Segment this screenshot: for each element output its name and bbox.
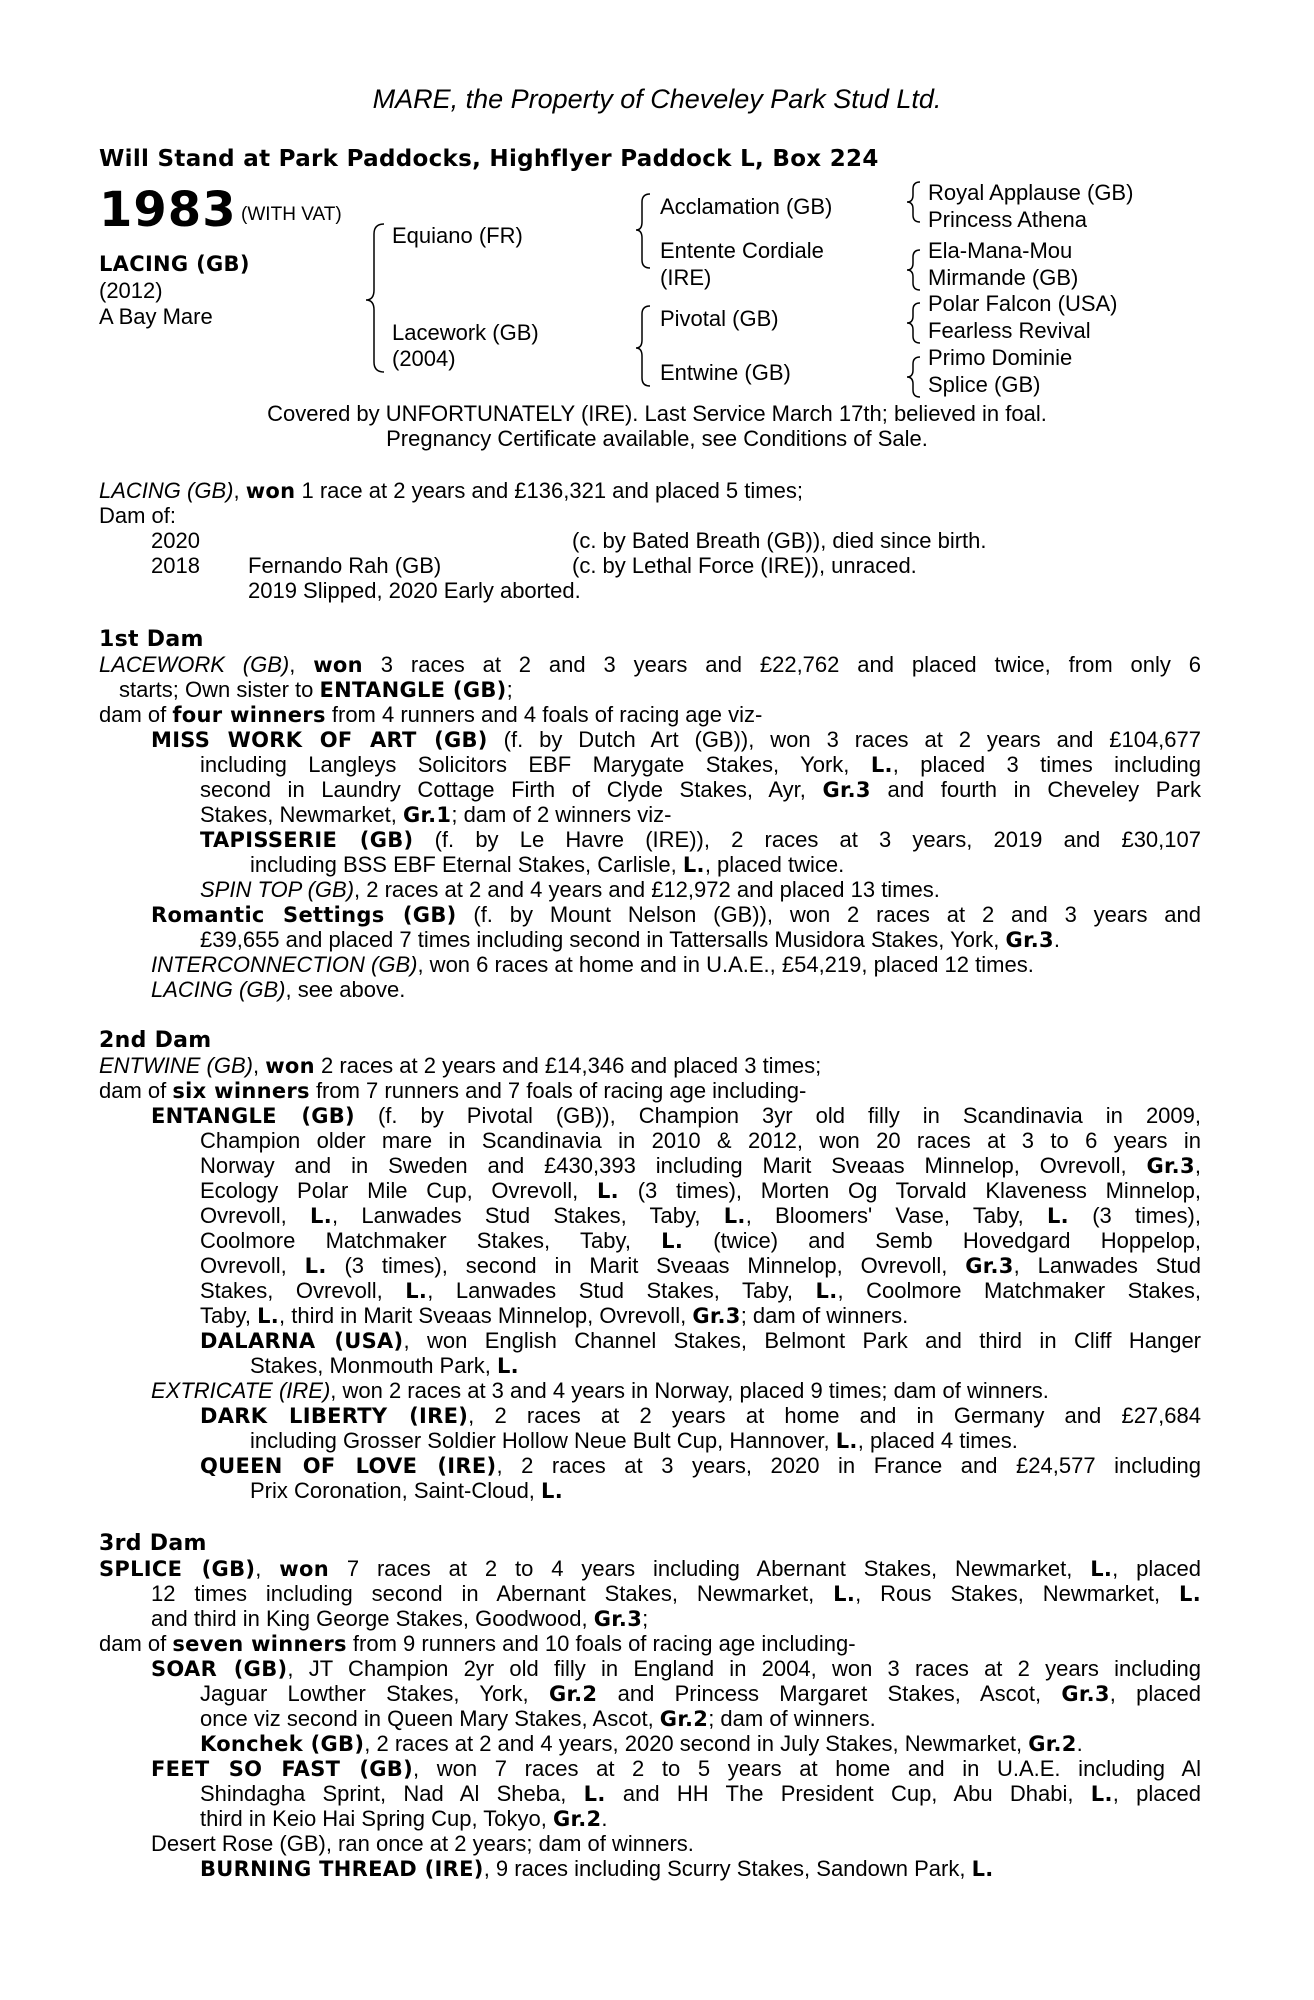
second-dam-line bbox=[250, 1353, 519, 1379]
text: , bbox=[253, 1053, 266, 1078]
pedigree-dam-sire: Pivotal (GB) bbox=[660, 306, 779, 331]
text: , bbox=[289, 652, 314, 677]
first-dam-line bbox=[99, 652, 1201, 678]
text: ; dam of winners. bbox=[740, 1303, 909, 1328]
race-grade: L. bbox=[304, 1254, 327, 1278]
race-grade: L. bbox=[971, 1857, 994, 1881]
third-dam-line bbox=[151, 1581, 1201, 1607]
won-label: won bbox=[265, 1054, 315, 1078]
lot-number: 1983 bbox=[99, 182, 237, 238]
race-grade: L. bbox=[497, 1354, 519, 1378]
race-grade: Gr.3 bbox=[1005, 928, 1054, 952]
race-grade: L. bbox=[870, 753, 893, 777]
race-grade: Gr.2 bbox=[659, 1707, 709, 1731]
pedigree-sd-dam: Mirmande (GB) bbox=[928, 265, 1079, 290]
race-grade: L. bbox=[257, 1304, 280, 1328]
second-dam-line bbox=[200, 1403, 1201, 1429]
text: and HH The President Cup, Abu Dhabi, bbox=[605, 1781, 1091, 1806]
pedigree-dam-year: (2004) bbox=[392, 346, 456, 371]
text: , won 6 races at home and in U.A.E., £54,219, placed 12 times. bbox=[417, 952, 1034, 977]
third-dam-line bbox=[99, 1556, 1201, 1582]
horse-name-ref: TAPISSERIE (GB) bbox=[200, 828, 414, 852]
text: starts; Own sister to bbox=[119, 677, 320, 702]
pedigree-ds-dam: Fearless Revival bbox=[928, 318, 1091, 343]
text: Stakes, Ovrevoll, bbox=[200, 1278, 406, 1303]
race-grade: L. bbox=[583, 1782, 606, 1806]
horse-name-ref: LACING (GB) bbox=[99, 478, 234, 503]
race-grade: L. bbox=[815, 1279, 838, 1303]
second-dam-line bbox=[151, 1378, 1049, 1403]
text: Shindagha Sprint, Nad Al Sheba, bbox=[200, 1781, 584, 1806]
pedigree-dd-dam: Splice (GB) bbox=[928, 372, 1041, 397]
produce-note: 2019 Slipped, 2020 Early aborted. bbox=[248, 578, 581, 603]
second-dam-line: Champion older mare in Scandinavia in 2010 & 2012, won 20 races at 3 to 6 years in bbox=[200, 1128, 1201, 1153]
text: (f. by Mount Nelson (GB)), won 2 races at 2 and 3 years and bbox=[456, 902, 1201, 927]
third-dam-line bbox=[200, 1806, 608, 1832]
text: , 2 races at 2 and 4 years, 2020 second in July Stakes, Newmarket, bbox=[364, 1731, 1029, 1756]
third-dam-line bbox=[200, 1706, 876, 1732]
winners-count: four winners bbox=[172, 703, 326, 727]
second-dam-line bbox=[99, 1053, 821, 1079]
text: third in Keio Hai Spring Cup, Tokyo, bbox=[200, 1806, 553, 1831]
text: , bbox=[233, 478, 246, 503]
second-dam-line bbox=[200, 1228, 1201, 1254]
third-dam-line bbox=[200, 1856, 994, 1882]
first-dam-line bbox=[200, 877, 940, 902]
won-label: won bbox=[245, 479, 296, 503]
race-grade: L. bbox=[596, 1179, 619, 1203]
dam-name: LACEWORK (GB) bbox=[99, 652, 290, 677]
third-dam-line: Desert Rose (GB), ran once at 2 years; dam of winners. bbox=[151, 1831, 694, 1856]
text: . bbox=[1053, 927, 1061, 952]
third-dam-line bbox=[151, 1606, 648, 1632]
text: , bbox=[1194, 1153, 1201, 1178]
race-grade: L. bbox=[1047, 1204, 1069, 1228]
text: Ovrevoll, bbox=[200, 1203, 311, 1228]
race-grade: L. bbox=[682, 853, 705, 877]
first-dam-line bbox=[119, 677, 513, 703]
produce-detail: (c. by Lethal Force (IRE)), unraced. bbox=[572, 553, 917, 578]
pedigree-sd-sire: Ela-Mana-Mou bbox=[928, 238, 1073, 263]
race-grade: Gr.2 bbox=[553, 1807, 602, 1831]
text: ; bbox=[642, 1606, 649, 1631]
second-dam-heading: 2nd Dam bbox=[99, 1028, 212, 1053]
text: , Lanwades Stud Stakes, Taby, bbox=[427, 1278, 816, 1303]
text: Taby, bbox=[200, 1303, 258, 1328]
text: . bbox=[601, 1806, 608, 1831]
first-dam-line bbox=[200, 827, 1201, 853]
race-grade: Gr.3 bbox=[1061, 1682, 1110, 1706]
first-dam-line bbox=[200, 752, 1201, 778]
first-dam-line bbox=[200, 802, 671, 828]
race-grade: L. bbox=[661, 1229, 684, 1253]
produce-year: 2018 bbox=[151, 553, 200, 578]
race-grade: L. bbox=[835, 1429, 858, 1453]
text: Coolmore Matchmaker Stakes, Taby, bbox=[200, 1228, 662, 1253]
first-dam-line bbox=[151, 902, 1201, 928]
text: , 9 races including Scurry Stakes, Sandown Park, bbox=[483, 1856, 972, 1881]
pedigree-dd-sire: Primo Dominie bbox=[928, 345, 1073, 370]
text: , Lanwades Stud bbox=[1013, 1253, 1201, 1278]
text: (twice) and Semb Hovedgard Hoppelop, bbox=[683, 1228, 1201, 1253]
pedigree-ss-sire: Royal Applause (GB) bbox=[928, 180, 1134, 205]
text: and Princess Margaret Stakes, Ascot, bbox=[597, 1681, 1062, 1706]
dam-of-label: Dam of: bbox=[99, 503, 177, 528]
text: , placed bbox=[1109, 1681, 1201, 1706]
vat-note: (WITH VAT) bbox=[241, 204, 342, 225]
text: 12 times including second in Abernant Stakes, Newmarket, bbox=[151, 1581, 834, 1606]
page-title: MARE, the Property of Cheveley Park Stud Ltd. bbox=[372, 84, 942, 114]
second-dam-line bbox=[151, 1103, 1201, 1129]
race-grade: L. bbox=[541, 1479, 563, 1503]
text: dam of bbox=[99, 1631, 173, 1656]
race-grade: Gr.3 bbox=[1146, 1154, 1195, 1178]
third-dam-line bbox=[99, 1631, 856, 1657]
text: and fourth in Cheveley Park bbox=[870, 777, 1201, 802]
race-grade: Gr.3 bbox=[822, 778, 871, 802]
horse-year: (2012) bbox=[99, 278, 163, 303]
first-dam-line bbox=[99, 702, 762, 728]
third-dam-line bbox=[200, 1681, 1201, 1707]
dam-name: SPLICE (GB) bbox=[99, 1557, 256, 1581]
text: , 2 races at 2 years at home and in Germany and £27,684 bbox=[468, 1403, 1201, 1428]
text: £39,655 and placed 7 times including second in Tattersalls Musidora Stakes, York, bbox=[200, 927, 1006, 952]
second-dam-line bbox=[200, 1203, 1201, 1229]
produce-name: Fernando Rah (GB) bbox=[248, 553, 442, 578]
won-label: won bbox=[313, 653, 363, 677]
text: second in Laundry Cottage Firth of Clyde Stakes, Ayr, bbox=[200, 777, 823, 802]
pedigree-sire-dam: Entente Cordiale bbox=[660, 238, 824, 263]
text: , bbox=[255, 1556, 280, 1581]
text: , placed bbox=[1112, 1556, 1201, 1581]
text: , won 7 races at 2 to 5 years at home and in U.A.E. including Al bbox=[413, 1756, 1202, 1781]
third-dam-line bbox=[200, 1781, 1201, 1807]
race-grade: Gr.2 bbox=[1028, 1732, 1077, 1756]
text: (f. by Pivotal (GB)), Champion 3yr old filly in Scandinavia in 2009, bbox=[354, 1103, 1201, 1128]
text: , third in Marit Sveaas Minnelop, Ovrevoll, bbox=[279, 1303, 693, 1328]
text: ; dam of 2 winners viz- bbox=[451, 802, 672, 827]
text: including Grosser Soldier Hollow Neue Bult Cup, Hannover, bbox=[250, 1428, 836, 1453]
horse-name-ref: Romantic Settings (GB) bbox=[151, 903, 457, 927]
text: from 4 runners and 4 foals of racing age viz- bbox=[325, 702, 763, 727]
text: ; bbox=[506, 677, 513, 702]
race-grade: L. bbox=[310, 1204, 332, 1228]
text: Norway and in Sweden and £430,393 including Marit Sveaas Minnelop, Ovrevoll, bbox=[200, 1153, 1147, 1178]
covering-info: Covered by UNFORTUNATELY (IRE). Last Service March 17th; believed in foal. bbox=[267, 401, 1047, 426]
text: (f. by Dutch Art (GB)), won 3 races at 2 years and £104,677 bbox=[487, 727, 1201, 752]
text: from 7 runners and 7 foals of racing age including- bbox=[309, 1078, 807, 1103]
race-grade: L. bbox=[833, 1582, 856, 1606]
text: 1 race at 2 years and £136,321 and placed 5 times; bbox=[295, 478, 803, 503]
pedigree-sire: Equiano (FR) bbox=[392, 223, 523, 248]
text: Ecology Polar Mile Cup, Ovrevoll, bbox=[200, 1178, 597, 1203]
horse-name-ref: BURNING THREAD (IRE) bbox=[200, 1857, 484, 1881]
text: , Lanwades Stud Stakes, Taby, bbox=[332, 1203, 724, 1228]
second-dam-line bbox=[200, 1253, 1201, 1279]
text: , placed 3 times including bbox=[892, 752, 1201, 777]
dam-name: ENTWINE (GB) bbox=[99, 1053, 253, 1078]
horse-name: LACING (GB) bbox=[99, 252, 250, 276]
first-dam-line bbox=[200, 777, 1201, 803]
race-grade: L. bbox=[1179, 1582, 1201, 1606]
text: , Coolmore Matchmaker Stakes, bbox=[837, 1278, 1201, 1303]
winners-count: six winners bbox=[172, 1079, 310, 1103]
third-dam-heading: 3rd Dam bbox=[99, 1531, 207, 1556]
race-grade: L. bbox=[1090, 1557, 1113, 1581]
second-dam-line bbox=[250, 1428, 1018, 1454]
pedigree-sire-sire: Acclamation (GB) bbox=[660, 194, 833, 219]
horse-name-ref: QUEEN OF LOVE (IRE) bbox=[200, 1454, 497, 1478]
text: including Langleys Solicitors EBF Marygate Stakes, York, bbox=[200, 752, 871, 777]
lacing-summary bbox=[99, 478, 803, 504]
text: Prix Coronation, Saint-Cloud, bbox=[250, 1478, 542, 1503]
won-label: won bbox=[279, 1557, 329, 1581]
second-dam-line bbox=[200, 1453, 1201, 1479]
text: , see above. bbox=[285, 977, 406, 1002]
third-dam-line bbox=[151, 1756, 1201, 1782]
text: 7 races at 2 to 4 years including Abernant Stakes, Newmarket, bbox=[328, 1556, 1091, 1581]
first-dam-line bbox=[151, 952, 1034, 977]
text: , JT Champion 2yr old filly in England in 2004, won 3 races at 2 years including bbox=[287, 1656, 1201, 1681]
second-dam-line bbox=[200, 1153, 1201, 1179]
text: 3 races at 2 and 3 years and £22,762 and placed twice, from only 6 bbox=[362, 652, 1201, 677]
third-dam-line bbox=[200, 1731, 1083, 1757]
horse-name-ref: ENTANGLE (GB) bbox=[151, 1104, 355, 1128]
first-dam-heading: 1st Dam bbox=[99, 627, 204, 652]
race-grade: Gr.2 bbox=[548, 1682, 598, 1706]
text: (3 times), second in Marit Sveaas Minnelop, Ovrevoll, bbox=[326, 1253, 966, 1278]
horse-name-ref: FEET SO FAST (GB) bbox=[151, 1757, 414, 1781]
text: , 2 races at 2 and 4 years and £12,972 and placed 13 times. bbox=[354, 877, 940, 902]
third-dam-line bbox=[151, 1656, 1201, 1682]
text: Stakes, Monmouth Park, bbox=[250, 1353, 497, 1378]
text: dam of bbox=[99, 1078, 173, 1103]
horse-name-ref: DARK LIBERTY (IRE) bbox=[200, 1404, 469, 1428]
text: Jaguar Lowther Stakes, York, bbox=[200, 1681, 549, 1706]
text: (3 times), Morten Og Torvald Klaveness Minnelop, bbox=[618, 1178, 1201, 1203]
horse-name-ref: SPIN TOP (GB) bbox=[200, 877, 355, 902]
race-grade: Gr.1 bbox=[402, 803, 452, 827]
horse-description: A Bay Mare bbox=[99, 304, 213, 329]
first-dam-line bbox=[250, 852, 844, 878]
race-grade: Gr.3 bbox=[593, 1607, 643, 1631]
text: , 2 races at 3 years, 2020 in France and £24,577 including bbox=[496, 1453, 1201, 1478]
text: once viz second in Queen Mary Stakes, Ascot, bbox=[200, 1706, 660, 1731]
pregnancy-note: Pregnancy Certificate available, see Conditions of Sale. bbox=[386, 426, 928, 451]
text: , Rous Stakes, Newmarket, bbox=[855, 1581, 1180, 1606]
second-dam-line bbox=[200, 1328, 1201, 1354]
text: , won English Channel Stakes, Belmont Park and third in Cliff Hanger bbox=[403, 1328, 1201, 1353]
text: , Bloomers' Vase, Taby, bbox=[745, 1203, 1047, 1228]
pedigree-ss-dam: Princess Athena bbox=[928, 207, 1087, 232]
second-dam-line bbox=[200, 1178, 1201, 1204]
text: Stakes, Newmarket, bbox=[200, 802, 403, 827]
horse-name-ref: INTERCONNECTION (GB) bbox=[151, 952, 418, 977]
text: from 9 runners and 10 foals of racing age including- bbox=[346, 1631, 856, 1656]
text: 2 races at 2 years and £14,346 and placed 3 times; bbox=[314, 1053, 822, 1078]
pedigree-dam-dam: Entwine (GB) bbox=[660, 360, 791, 385]
horse-name-ref: SOAR (GB) bbox=[151, 1657, 288, 1681]
pedigree-ds-sire: Polar Falcon (USA) bbox=[928, 291, 1118, 316]
text: , placed twice. bbox=[704, 852, 845, 877]
text: dam of bbox=[99, 702, 173, 727]
second-dam-line bbox=[200, 1303, 908, 1329]
text: (f. by Le Havre (IRE)), 2 races at 3 years, 2019 and £30,107 bbox=[413, 827, 1201, 852]
pedigree-sire-dam-suffix: (IRE) bbox=[660, 265, 712, 290]
winners-count: seven winners bbox=[172, 1632, 347, 1656]
text: and third in King George Stakes, Goodwood, bbox=[151, 1606, 594, 1631]
race-grade: Gr.3 bbox=[692, 1304, 741, 1328]
text: , placed 4 times. bbox=[857, 1428, 1018, 1453]
pedigree-dam: Lacework (GB) bbox=[392, 320, 539, 345]
text: Ovrevoll, bbox=[200, 1253, 305, 1278]
text: (3 times), bbox=[1068, 1203, 1201, 1228]
horse-name-ref: ENTANGLE (GB) bbox=[319, 678, 507, 702]
text: , placed bbox=[1112, 1781, 1201, 1806]
first-dam-line bbox=[151, 977, 405, 1002]
horse-name-ref: DALARNA (USA) bbox=[200, 1329, 404, 1353]
horse-name-ref: EXTRICATE (IRE) bbox=[151, 1378, 331, 1403]
text: including BSS EBF Eternal Stakes, Carlisle, bbox=[250, 852, 683, 877]
horse-name-ref: LACING (GB) bbox=[151, 977, 286, 1002]
produce-detail: (c. by Bated Breath (GB)), died since birth. bbox=[572, 528, 987, 553]
race-grade: L. bbox=[405, 1279, 428, 1303]
race-grade: L. bbox=[1090, 1782, 1113, 1806]
horse-name-ref: MISS WORK OF ART (GB) bbox=[151, 728, 488, 752]
stand-location: Will Stand at Park Paddocks, Highflyer Paddock L, Box 224 bbox=[99, 146, 879, 172]
pedigree-brackets bbox=[0, 0, 1314, 420]
race-grade: L. bbox=[723, 1204, 746, 1228]
race-grade: Gr.3 bbox=[965, 1254, 1014, 1278]
produce-year: 2020 bbox=[151, 528, 200, 553]
first-dam-line bbox=[151, 727, 1201, 753]
horse-name-ref: Konchek (GB) bbox=[200, 1732, 365, 1756]
first-dam-line bbox=[200, 927, 1060, 953]
text: , won 2 races at 3 and 4 years in Norway, placed 9 times; dam of winners. bbox=[330, 1378, 1049, 1403]
second-dam-line bbox=[200, 1278, 1201, 1304]
text: . bbox=[1076, 1731, 1083, 1756]
second-dam-line bbox=[250, 1478, 563, 1504]
second-dam-line bbox=[99, 1078, 806, 1104]
text: ; dam of winners. bbox=[708, 1706, 876, 1731]
